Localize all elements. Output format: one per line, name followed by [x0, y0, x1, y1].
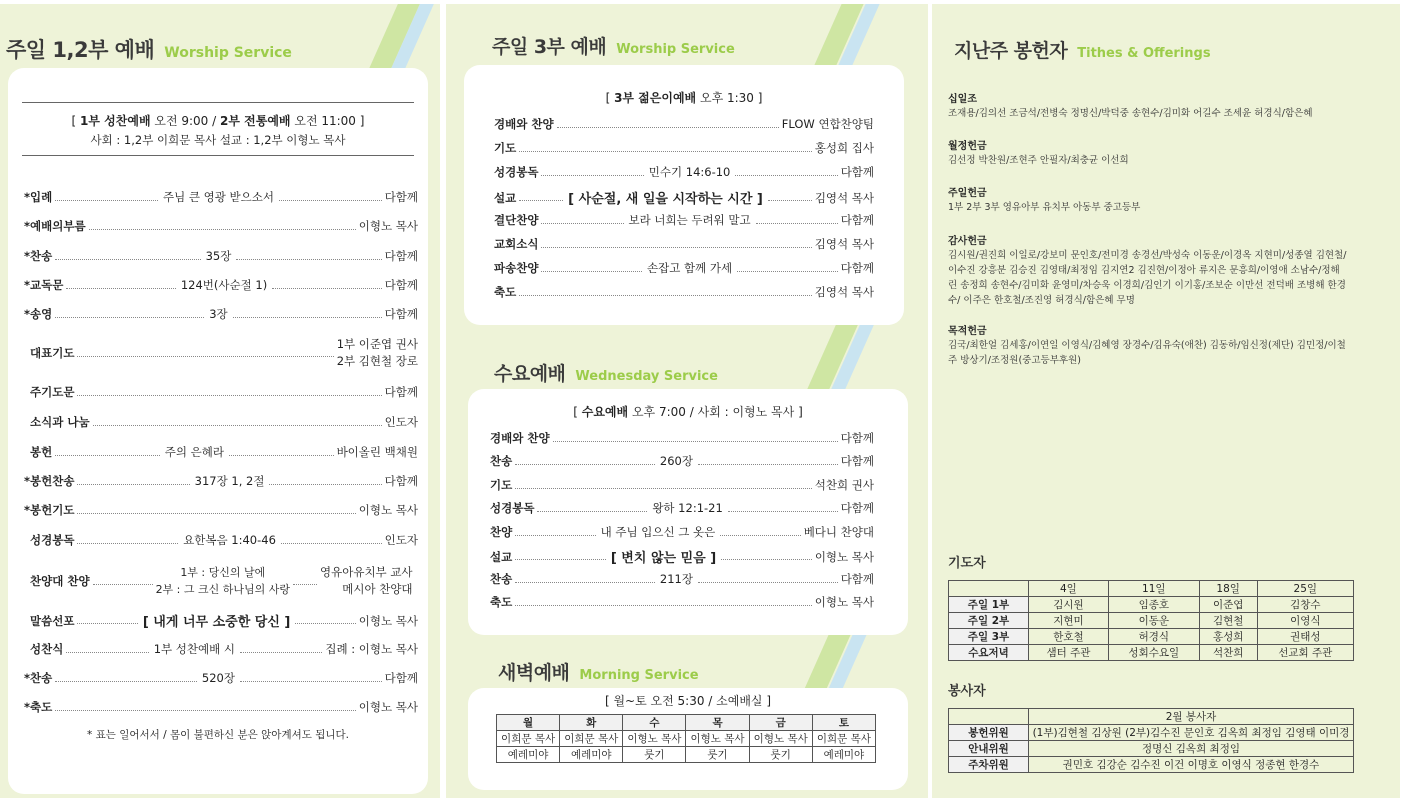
service-times: [8, 112, 428, 129]
table-cell: 석찬희: [1199, 645, 1257, 661]
table-cell: 선교회 주관: [1257, 645, 1353, 661]
item-leader: 다함께: [384, 671, 418, 685]
table-cell: 한호철: [1029, 629, 1109, 645]
morning-schedule-table: [496, 714, 876, 763]
leader-line-2: 메시아 찬양대: [342, 582, 413, 596]
title-korean: 새벽예배: [498, 662, 570, 684]
order-row: [24, 670, 418, 686]
offering-category: 십일조: [948, 94, 977, 105]
order-row: [24, 306, 418, 322]
item-label: 경배와 찬양: [490, 431, 550, 445]
order-row: [494, 116, 874, 132]
item-label: 주기도문: [30, 385, 75, 399]
service-1-name: 1부 성찬예배: [80, 114, 151, 128]
item-detail: 35장: [205, 249, 232, 263]
item-label: 기도: [494, 141, 517, 155]
table-cell: 김창수: [1257, 597, 1353, 613]
offering-names: 김국/최한얼 김세홍/이연일 이영식/김혜영 장경수/김유숙(애찬) 김동하/임신정(제단) 김민정/이철주 방상기/조정원(중고등부후원): [948, 340, 1346, 366]
item-detail: 3장: [209, 307, 228, 321]
section-title: [954, 36, 1211, 63]
item-leader: [337, 336, 418, 370]
volunteers-table: [948, 708, 1354, 773]
service-time-value: 오후 1:30: [699, 91, 754, 105]
item-label: 파송찬양: [494, 261, 539, 275]
item-detail: 1부 성찬예배 시: [153, 642, 235, 656]
footnote: * 표는 일어서서 / 몸이 불편하신 분은 앉아계셔도 됩니다.: [87, 729, 349, 741]
item-label: *축도: [24, 700, 53, 714]
order-row: [490, 477, 874, 493]
preacher-cell: 이형노 목사: [749, 731, 812, 747]
order-row: [24, 502, 418, 518]
table-cell: 임종호: [1108, 597, 1199, 613]
service-1-time: 오전 9:00: [154, 114, 209, 128]
sermon-title: [ 사순절, 새 일을 시작하는 시간 ]: [568, 192, 763, 207]
item-leader: 이형노 목사: [358, 503, 418, 517]
section-title: [6, 34, 292, 64]
order-row: [494, 260, 874, 276]
title-english: Worship Service: [164, 45, 292, 61]
item-label: 찬양: [490, 525, 513, 539]
presider-preacher: 사회 : 1,2부 이희문 목사 설교 : 1,2부 이형노 목사: [90, 133, 346, 147]
item-leader: 이형노 목사: [358, 700, 418, 714]
panel-sunday-3-wednesday-morning: [446, 4, 928, 798]
item-leader: 다함께: [384, 307, 418, 321]
item-detail: 보라 너희는 두려워 말고: [628, 213, 751, 227]
title-english: Morning Service: [579, 668, 699, 683]
title-korean: 주일 1,2부 예배: [6, 38, 155, 62]
item-label: 소식과 나눔: [30, 415, 90, 429]
program-card-3: [464, 65, 904, 325]
table-cell: 김현철: [1199, 613, 1257, 629]
order-row: [490, 547, 874, 566]
item-label: 설교: [490, 549, 513, 564]
item-leader: 다함께: [840, 431, 874, 445]
blank-cell: [949, 709, 1029, 725]
row-header: 안내위원: [949, 741, 1029, 757]
preacher-cell: 이형노 목사: [686, 731, 749, 747]
item-leader: 김영석 목사: [814, 237, 874, 251]
sermon-title: [ 내게 너무 소중한 당신 ]: [142, 615, 291, 630]
item-label: 찬송: [490, 572, 513, 586]
item-detail: 317장 1, 2절: [194, 474, 265, 488]
item-detail: 124번(사순절 1): [180, 278, 268, 292]
order-row: [30, 611, 418, 630]
leader-line-2: 2부 김현철 장로: [336, 354, 418, 368]
item-label: 성경봉독: [490, 501, 535, 515]
item-leader: 집례 : 이형노 목사: [325, 642, 418, 656]
item-leader: 이형노 목사: [358, 613, 418, 628]
row-header: 주일 2부: [949, 613, 1029, 629]
order-row: [494, 236, 874, 252]
item-label: *교독문: [24, 278, 64, 292]
item-leader: 다함께: [384, 278, 419, 292]
program-card: [8, 68, 428, 794]
book-cell: 룻기: [623, 747, 686, 763]
table-cell: 이준엽: [1199, 597, 1257, 613]
item-leader: 다함께: [840, 213, 875, 227]
item-label: 설교: [494, 190, 517, 205]
item-label: 결단찬양: [494, 213, 539, 227]
day-header: 토: [812, 715, 875, 731]
title-english: Tithes & Offerings: [1077, 46, 1211, 61]
service-time: [ 수요예배 오후 7:00 / 사회 : 이형노 목사 ]: [573, 405, 803, 419]
item-label: 기도: [490, 478, 513, 492]
order-row: [30, 564, 418, 598]
order-row: [30, 384, 418, 400]
col-header: 2월 봉사자: [1029, 709, 1354, 725]
detail-line-1: 1부 : 당신의 날에: [180, 566, 266, 579]
order-row: [24, 248, 418, 264]
book-cell: 룻기: [749, 747, 812, 763]
day-header: 화: [560, 715, 623, 731]
title-korean: 주일 3부 예배: [492, 36, 607, 58]
item-leader: 다함께: [384, 190, 419, 204]
item-leader: 인도자: [384, 533, 418, 547]
leader-line-1: 영유아유치부 교사: [320, 565, 413, 579]
table-cell: 이영식: [1257, 613, 1353, 629]
preacher-cell: 이희문 목사: [560, 731, 623, 747]
divider: [22, 155, 414, 156]
service-time: [ 3부 젊은이예배 오후 1:30 ]: [605, 91, 763, 105]
book-cell: 룻기: [686, 747, 749, 763]
order-row: [30, 414, 418, 430]
day-header: 목: [686, 715, 749, 731]
table-cell: 김시원: [1029, 597, 1109, 613]
col-header: 18일: [1199, 581, 1257, 597]
table-cell: (1부)김현철 김상원 (2부)김수진 문인호 김옥희 최정임 김영태 이미경: [1029, 725, 1354, 741]
col-header: 11일: [1108, 581, 1199, 597]
item-detail: [156, 564, 290, 598]
offering-category: 월정헌금: [948, 141, 987, 152]
offering-category: 목적헌금: [948, 326, 987, 337]
book-cell: 예레미야: [497, 747, 560, 763]
row-header: 수요저녁: [949, 645, 1029, 661]
item-detail: 260장: [659, 454, 693, 468]
item-label: 경배와 찬양: [494, 117, 554, 131]
prayer-leaders-title: 기도자: [948, 556, 986, 571]
preacher-cell: 이희문 목사: [497, 731, 560, 747]
item-leader: 바이올린 백채원: [336, 445, 418, 459]
order-row: [24, 277, 418, 293]
item-label: *찬송: [24, 249, 53, 263]
order-row: [490, 524, 874, 540]
col-header: 25일: [1257, 581, 1353, 597]
order-row: [494, 140, 874, 156]
item-leader: 인도자: [384, 415, 418, 429]
order-row: [24, 189, 418, 205]
item-label: 말씀선포: [30, 613, 75, 628]
item-leader: 이형노 목사: [358, 219, 418, 233]
offering-names: 김시원/권진희 이일로/강보미 문인호/전미경 송경선/박성숙 이동운/이경옥 지현미/성종열 김현철/ 이수진 강흥분 김승진 김영태/최정임 김지연2 김진현/이정아 류지은 문흥희/이영애 소남수/정해린 송정희 송현수/김미화 윤영미/차승욱 이경희/김인기 이기홍/조보순 이만선 전덕배 조병해 한경수/ 이주은 한호철/조진영 허경식/함은혜 무명: [948, 250, 1347, 306]
item-label: 찬송: [490, 454, 513, 468]
presider: 사회 : 이형노 목사: [697, 405, 795, 419]
detail-line-2: 2부 : 그 크신 하나님의 사랑: [155, 583, 291, 596]
order-row: [24, 218, 418, 234]
book-cell: 예레미야: [812, 747, 875, 763]
preacher-cell: 이형노 목사: [623, 731, 686, 747]
item-leader: 이형노 목사: [814, 549, 875, 564]
item-label: *예배의부름: [24, 219, 86, 233]
item-leader: 김영석 목사: [814, 285, 874, 299]
item-label: 성경봉독: [30, 533, 75, 547]
item-detail: 요한복음 1:40-46: [183, 533, 276, 547]
morning-service-time: [ 월~토 오전 5:30 / 소예배실 ]: [604, 694, 772, 708]
preacher-cell: 이희문 목사: [812, 731, 875, 747]
item-label: 축도: [494, 285, 517, 299]
item-label: *송영: [24, 307, 53, 321]
table-cell: 지현미: [1029, 613, 1109, 629]
table-cell: 정명신 김옥희 최정임: [1029, 741, 1354, 757]
col-header: 4일: [1029, 581, 1109, 597]
order-row: [494, 164, 874, 180]
order-row: [24, 699, 418, 715]
offering-names: 조재용/김의선 조금석/전병숙 정명신/박덕중 송현수/김미화 어길수 조세윤 허경식/함은혜: [948, 108, 1313, 119]
section-title: [494, 359, 718, 386]
title-english: Wednesday Service: [575, 369, 718, 384]
title-korean: 지난주 봉헌자: [954, 40, 1068, 62]
row-header: 봉헌위원: [949, 725, 1029, 741]
item-detail: 왕하 12:1-21: [652, 501, 723, 515]
order-row: [490, 453, 874, 469]
item-label: *봉헌기도: [24, 503, 75, 517]
day-header: 금: [749, 715, 812, 731]
offering-category: 감사헌금: [948, 236, 987, 247]
separator: /: [689, 405, 694, 419]
service-time-value: 오후 7:00: [631, 405, 686, 419]
row-header: 주일 3부: [949, 629, 1029, 645]
item-detail: 주의 은혜라: [164, 445, 224, 459]
offering-names: 김선정 박찬원/조현주 안필자/최충균 이선희: [948, 155, 1129, 166]
section-title: [492, 32, 735, 59]
item-leader: 다함께: [840, 165, 875, 179]
service-2-time: 오전 11:00: [294, 114, 356, 128]
order-row: [490, 571, 874, 587]
item-leader: 다함께: [840, 501, 874, 515]
col-header: [949, 581, 1029, 597]
item-label: 성찬식: [30, 642, 64, 656]
table-cell: 성회수요일: [1108, 645, 1199, 661]
day-header: 수: [623, 715, 686, 731]
item-leader: FLOW 연합찬양팀: [781, 117, 874, 131]
row-header: 주일 1부: [949, 597, 1029, 613]
bracket: ]: [359, 114, 365, 128]
item-label: 대표기도: [30, 346, 75, 360]
program-card-morning: [468, 688, 908, 790]
table-cell: 이동운: [1108, 613, 1199, 629]
day-header: 월: [497, 715, 560, 731]
item-leader: 홍성희 집사: [814, 141, 874, 155]
item-detail: 주님 큰 영광 받으소서: [162, 190, 274, 204]
table-cell: 샘터 주관: [1029, 645, 1109, 661]
sermon-title: [ 변치 않는 믿음 ]: [610, 551, 717, 566]
item-detail: 민수기 14:6-10: [648, 165, 731, 179]
item-detail: 손잡고 함께 가세: [647, 261, 733, 275]
order-row: [494, 212, 874, 228]
order-row: [30, 444, 418, 460]
item-leader: 다함께: [384, 385, 418, 399]
order-row: [30, 532, 418, 548]
order-row: [30, 336, 418, 370]
item-label: *봉헌찬송: [24, 474, 75, 488]
item-leader: [320, 564, 413, 598]
item-leader: 이형노 목사: [814, 595, 874, 609]
item-detail: 211장: [659, 572, 693, 586]
bracket: [: [71, 114, 77, 128]
item-leader: 석찬희 권사: [814, 478, 874, 492]
table-cell: 허경식: [1108, 629, 1199, 645]
service-2-name: 2부 전통예배: [220, 114, 291, 128]
panel-offerings: [932, 4, 1400, 798]
table-cell: 권민호 김강순 김수진 이건 이명호 이영식 정종현 한경수: [1029, 757, 1354, 773]
offering-category: 주일헌금: [948, 188, 987, 199]
item-leader: 다함께: [384, 474, 418, 488]
table-cell: 권태성: [1257, 629, 1353, 645]
book-cell: 예레미야: [560, 747, 623, 763]
order-row: [30, 641, 418, 657]
item-leader: 베다니 찬양대: [803, 525, 875, 539]
leader-line-1: 1부 이준엽 권사: [336, 337, 418, 351]
item-label: 찬양대 찬양: [30, 574, 90, 588]
item-label: 봉헌: [30, 445, 53, 459]
service-name: 수요예배: [581, 405, 629, 419]
item-leader: 다함께: [840, 454, 875, 468]
order-row: [494, 188, 874, 207]
row-header: 주차위원: [949, 757, 1029, 773]
prayer-leaders-table: [948, 580, 1354, 661]
title-english: Worship Service: [616, 42, 735, 57]
order-row: [490, 430, 874, 446]
item-label: 축도: [490, 595, 513, 609]
volunteers-title: 봉사자: [948, 684, 986, 699]
separator: /: [212, 114, 217, 128]
panel-sunday-1-2-worship: [0, 4, 440, 798]
title-korean: 수요예배: [494, 363, 566, 385]
item-detail: 내 주님 입으신 그 옷은: [600, 525, 716, 539]
item-label: *입례: [24, 190, 53, 204]
section-title: [498, 658, 699, 685]
order-row: [494, 284, 874, 300]
item-leader: 김영석 목사: [814, 190, 875, 205]
item-detail: 520장: [201, 671, 235, 685]
item-leader: 다함께: [384, 249, 418, 263]
item-label: 교회소식: [494, 237, 539, 251]
item-leader: 다함께: [840, 572, 875, 586]
item-leader: 다함께: [840, 261, 874, 275]
order-row: [490, 500, 874, 516]
item-label: *찬송: [24, 671, 53, 685]
order-row: [490, 594, 874, 610]
order-row: [24, 473, 418, 489]
offering-names: 1부 2부 3부 영유아부 유치부 아동부 중고등부: [948, 202, 1141, 213]
divider: [22, 102, 414, 103]
item-label: 성경봉독: [494, 165, 539, 179]
table-cell: 홍성희: [1199, 629, 1257, 645]
program-card-wed: [468, 389, 908, 635]
service-name: 3부 젊은이예배: [614, 91, 697, 105]
